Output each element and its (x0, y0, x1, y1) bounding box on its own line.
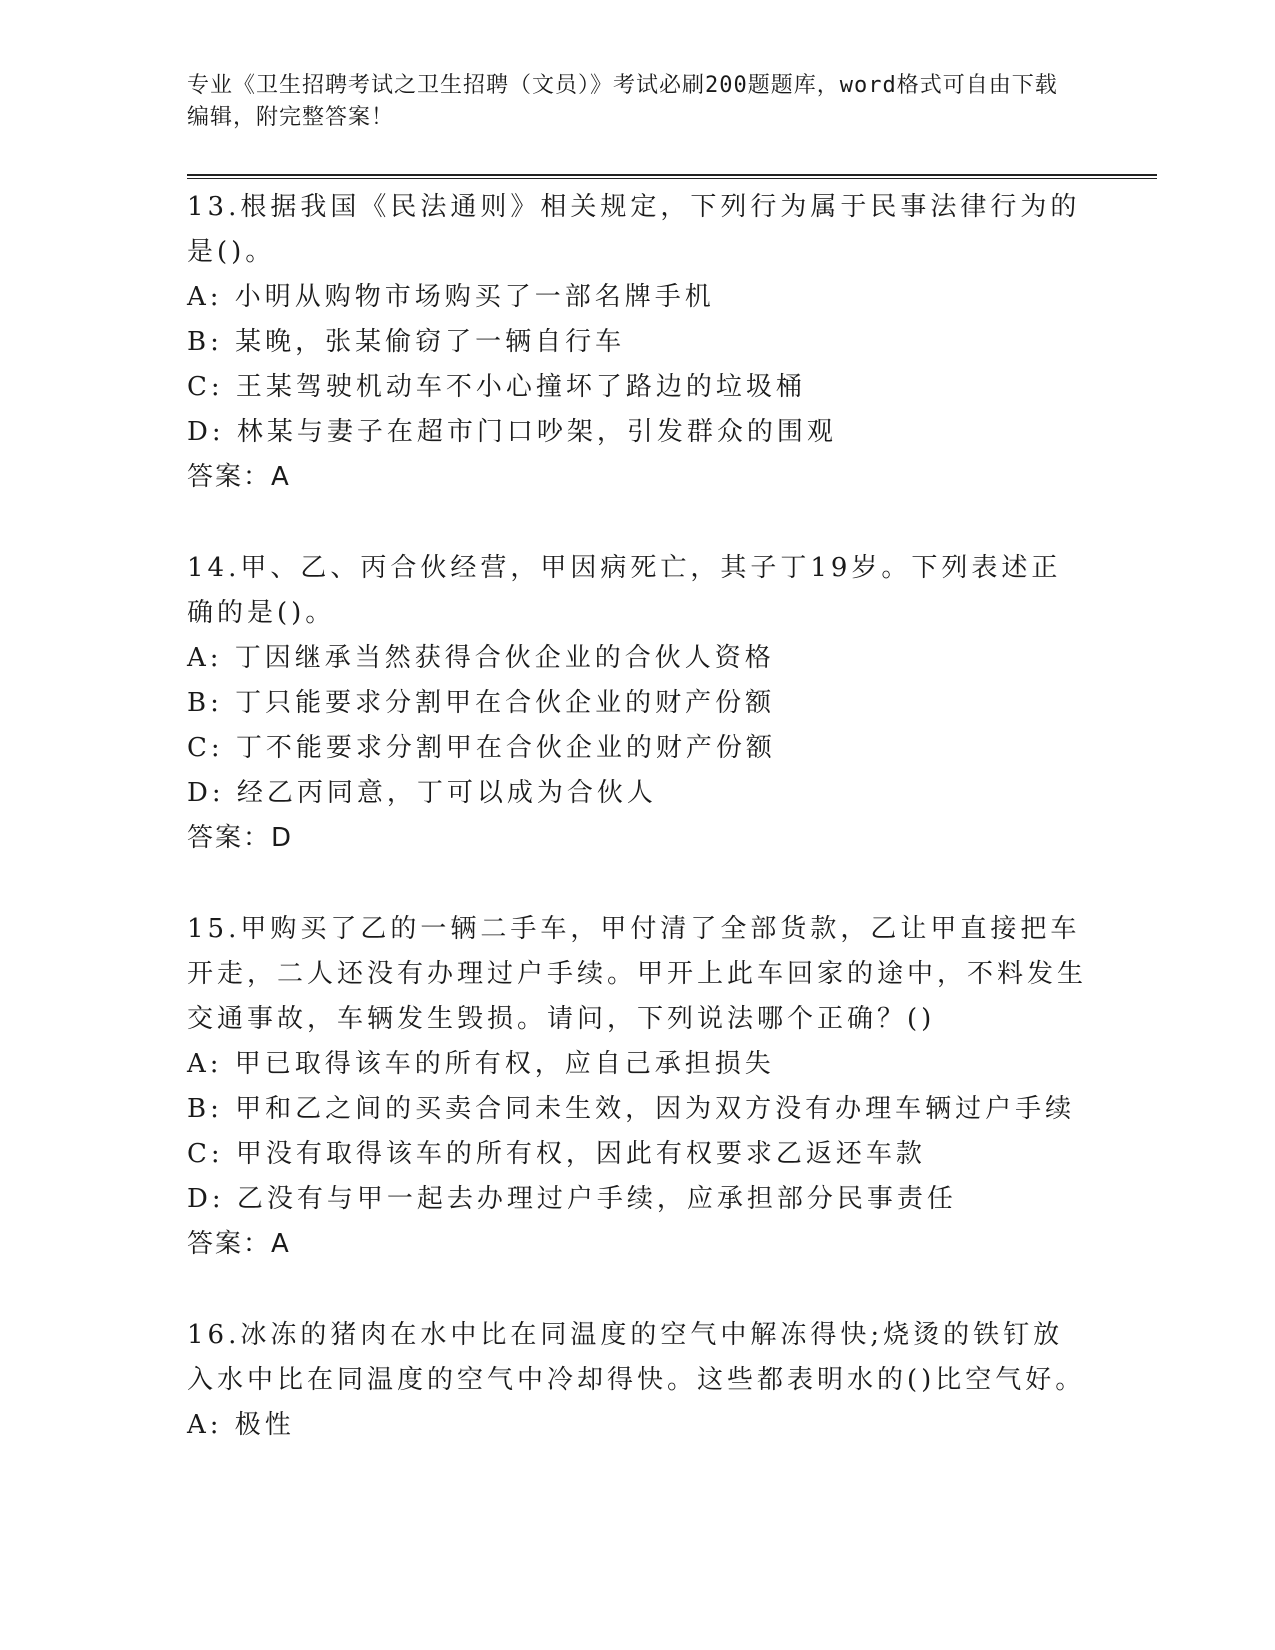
option-d: D: 经乙丙同意，丁可以成为合伙人 (187, 778, 657, 808)
document-page (187, 70, 1157, 1494)
option-d: D: 乙没有与甲一起去办理过户手续，应承担部分民事责任 (187, 1184, 957, 1214)
option-b: B: 某晚，张某偷窃了一辆自行车 (187, 327, 626, 357)
answer-line: 答案：D (187, 823, 294, 853)
option-c: C: 丁不能要求分割甲在合伙企业的财产份额 (187, 733, 776, 763)
option-c: C: 王某驾驶机动车不小心撞坏了路边的垃圾桶 (187, 372, 806, 402)
option-c: C: 甲没有取得该车的所有权，因此有权要求乙返还车款 (187, 1139, 926, 1169)
option-a: A: 极性 (187, 1410, 295, 1440)
option-b: B: 丁只能要求分割甲在合伙企业的财产份额 (187, 688, 776, 718)
question-stem: 16.冰冻的猪肉在水中比在同温度的空气中解冻得快;烧烫的铁钉放入水中比在同温度的空气中冷却得快。这些都表明水的()比空气好。 (187, 1320, 1086, 1395)
header-divider (187, 174, 1157, 179)
question-stem: 13.根据我国《民法通则》相关规定，下列行为属于民事法律行为的是()。 (187, 192, 1081, 267)
question-stem: 14.甲、乙、丙合伙经营，甲因病死亡，其子丁19岁。下列表述正确的是()。 (187, 553, 1062, 628)
document-header: 专业《卫生招聘考试之卫生招聘（文员）》考试必刷200题题库，word格式可自由下载编辑，附完整答案！ (187, 73, 1058, 130)
option-a: A: 小明从购物市场购买了一部名牌手机 (187, 282, 715, 312)
option-a: A: 丁因继承当然获得合伙企业的合伙人资格 (187, 643, 775, 673)
option-b: B: 甲和乙之间的买卖合同未生效，因为双方没有办理车辆过户手续 (187, 1094, 1076, 1124)
question-13 (187, 185, 1157, 500)
question-14 (187, 546, 1157, 861)
question-stem: 15.甲购买了乙的一辆二手车，甲付清了全部货款，乙让甲直接把车开走，二人还没有办理过户手续。甲开上此车回家的途中，不料发生交通事故，车辆发生毁损。请问，下列说法哪个正确？() (187, 914, 1088, 1034)
option-a: A: 甲已取得该车的所有权，应自己承担损失 (187, 1049, 775, 1079)
answer-line: 答案：A (187, 462, 291, 492)
question-15 (187, 907, 1157, 1267)
question-16 (187, 1313, 1157, 1448)
question-list (187, 185, 1157, 1448)
option-d: D: 林某与妻子在超市门口吵架，引发群众的围观 (187, 417, 837, 447)
answer-line: 答案：A (187, 1229, 291, 1259)
